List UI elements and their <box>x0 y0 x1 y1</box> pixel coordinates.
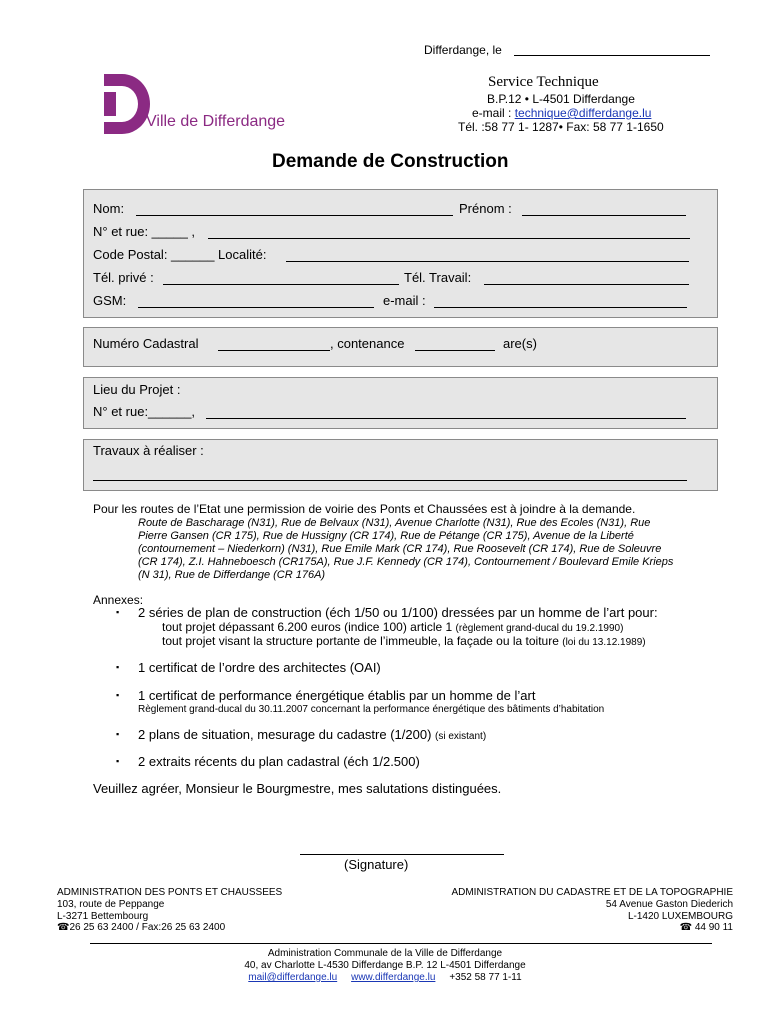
logo-text: Ville de Differdange <box>146 113 286 130</box>
annex-item-note: Règlement grand-ducal du 30.11.2007 concernant la performance énergétique des bâtiments d’habitation <box>138 704 605 715</box>
signature-label: (Signature) <box>344 857 409 872</box>
nom-field[interactable] <box>136 215 453 216</box>
footer-address: 40, av Charlotte L-4530 Differdange B.P. 12 L-4501 Differdange <box>244 960 526 971</box>
email-field[interactable] <box>434 307 687 308</box>
footer-divider <box>90 943 712 944</box>
footer-right-line: 54 Avenue Gaston Diederich <box>605 899 733 910</box>
annex-subitem-note: (loi du 13.12.1989) <box>562 637 646 648</box>
service-address: B.P.12 • L-4501 Differdange <box>487 92 635 106</box>
email-prefix: e-mail : <box>472 106 515 120</box>
tel-travail-label: Tél. Travail: <box>404 270 472 285</box>
footer-right-line: L-1420 LUXEMBOURG <box>627 911 733 922</box>
routes-intro: Pour les routes de l’Etat une permission de voirie des Ponts et Chaussées est à joindre à la demande. <box>93 502 636 516</box>
bullet-icon: ▪ <box>116 690 120 700</box>
date-label: Differdange, le <box>424 43 502 57</box>
annex-item: 2 extraits récents du plan cadastral (éch 1/2.500) <box>138 754 420 769</box>
footer-left-line: L-3271 Bettembourg <box>57 911 149 922</box>
contenance-label: , contenance <box>330 336 405 351</box>
annex-item: 1 certificat de l’ordre des architectes (OAI) <box>138 660 381 675</box>
closing-text: Veuillez agréer, Monsieur le Bourgmestre, mes salutations distinguées. <box>93 781 502 796</box>
lieu-projet-label: Lieu du Projet : <box>93 382 181 397</box>
annex-item-text: 2 plans de situation, mesurage du cadastre (1/200) <box>138 727 432 742</box>
annex-item: 2 séries de plan de construction (éch 1/50 ou 1/100) dressées par un homme de l’art pour: <box>138 605 658 620</box>
ares-label: are(s) <box>503 336 537 351</box>
footer-left-title: ADMINISTRATION DES PONTS ET CHAUSSEES <box>57 887 283 898</box>
gsm-label: GSM: <box>93 293 127 308</box>
tel-travail-field[interactable] <box>484 284 689 285</box>
localite-field[interactable] <box>286 261 689 262</box>
annex-item-note: (si existant) <box>435 731 487 742</box>
contenance-field[interactable] <box>415 350 495 351</box>
routes-line: (CR 174), Z.I. Hahneboesch (CR175A), Rue J.F. Kennedy (CR 174), Contournement / Boulevard Emile Krieps <box>138 556 674 568</box>
rue-label: N° et rue: _____ , <box>93 224 196 239</box>
footer-right-phone: ☎ 44 90 11 <box>679 922 733 933</box>
bullet-icon: ▪ <box>116 607 120 617</box>
code-postal-label: Code Postal: ______ Localité: <box>93 247 267 262</box>
footer-left-line: 103, route de Peppange <box>57 899 165 910</box>
service-email-link[interactable]: technique@differdange.lu <box>514 106 652 120</box>
email-label: e-mail : <box>383 293 426 308</box>
routes-line: (contournement – Niederkorn) (N31), Rue Emile Mark (CR 174), Rue Roosevelt (CR 174), Rue de Soleuvre <box>138 543 662 555</box>
annex-item: 1 certificat de performance énergétique établis par un homme de l’art <box>138 688 536 703</box>
projet-rue-label: N° et rue:______, <box>93 404 196 419</box>
annex-subitem-note: (règlement grand-ducal du 19.2.1990) <box>455 623 624 634</box>
footer-right-title: ADMINISTRATION DU CADASTRE ET DE LA TOPOGRAPHIE <box>451 887 733 898</box>
projet-rue-field[interactable] <box>206 418 686 419</box>
prenom-field[interactable] <box>522 215 686 216</box>
routes-line: Pierre Gansen (CR 175), Rue de Hussigny (CR 174), Rue de Pétange (CR 175), Avenue de la Liberté <box>138 530 634 542</box>
numero-cadastral-label: Numéro Cadastral <box>93 336 199 351</box>
numero-cadastral-field[interactable] <box>218 350 330 351</box>
travaux-label: Travaux à réaliser : <box>93 443 204 458</box>
bullet-icon: ▪ <box>116 662 120 672</box>
service-title: Service Technique <box>488 74 599 90</box>
signature-field[interactable] <box>300 854 504 855</box>
page-title: Demande de Construction <box>272 151 509 172</box>
bullet-icon: ▪ <box>116 729 120 739</box>
tel-prive-label: Tél. privé : <box>93 270 154 285</box>
footer-phone: +352 58 77 1-11 <box>449 972 522 983</box>
annexes-label: Annexes: <box>93 593 144 607</box>
bullet-icon: ▪ <box>116 756 120 766</box>
footer-email-link[interactable]: mail@differdange.lu <box>248 972 338 983</box>
service-phone: Tél. :58 77 1- 1287• Fax: 58 77 1-1650 <box>458 120 664 134</box>
annex-item <box>138 727 486 742</box>
footer-contact <box>0 972 770 983</box>
annex-subitem-text: tout projet dépassant 6.200 euros (indice 100) article 1 <box>162 620 453 634</box>
prenom-label: Prénom : <box>459 201 512 216</box>
gsm-field[interactable] <box>138 307 374 308</box>
footer-left-phone: ☎26 25 63 2400 / Fax:26 25 63 2400 <box>57 922 226 933</box>
nom-label: Nom: <box>93 201 125 216</box>
date-field[interactable] <box>514 55 710 56</box>
annex-subitem <box>162 634 646 648</box>
annex-subitem-text: tout projet visant la structure portante de l’immeuble, la façade ou la toiture <box>162 634 559 648</box>
routes-line: Route de Bascharage (N31), Rue de Belvaux (N31), Avenue Charlotte (N31), Rue des Ecoles (N31), Rue <box>138 517 651 529</box>
service-email-line <box>472 106 651 120</box>
tel-prive-field[interactable] <box>163 284 399 285</box>
annex-subitem <box>162 620 623 634</box>
footer-web-link[interactable]: www.differdange.lu <box>351 972 436 983</box>
footer-admin: Administration Communale de la Ville de Differdange <box>267 948 503 959</box>
routes-line: (N 31), Rue de Differdange (CR 176A) <box>138 569 326 581</box>
travaux-field[interactable] <box>93 480 687 481</box>
rue-field[interactable] <box>208 238 690 239</box>
